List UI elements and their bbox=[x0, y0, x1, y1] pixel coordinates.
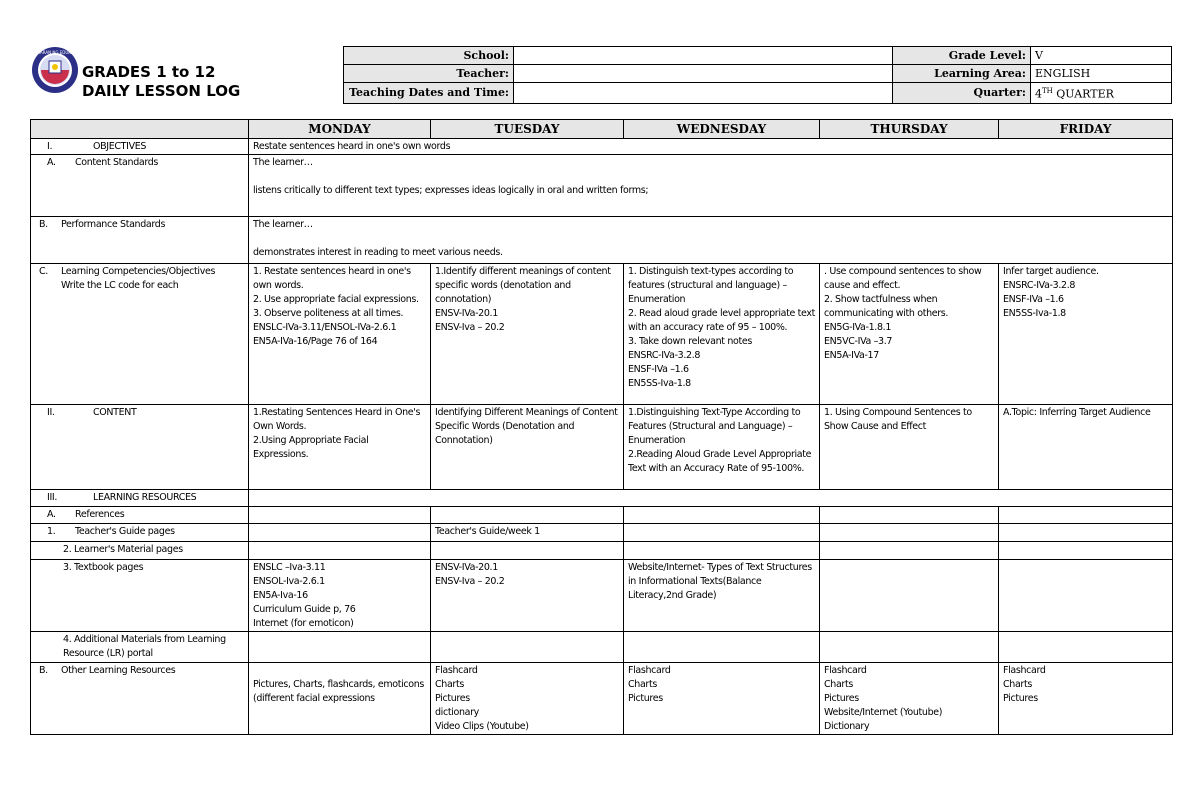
teacher-label: Teacher: bbox=[344, 65, 514, 83]
teachers-guide-label bbox=[31, 524, 249, 542]
quarter-word: QUARTER bbox=[1052, 87, 1114, 101]
teachers-guide-tuesday[interactable]: Teacher's Guide/week 1 bbox=[431, 524, 624, 542]
quarter-number: 4 bbox=[1035, 87, 1042, 101]
content-friday[interactable]: A.Topic: Inferring Target Audience bbox=[999, 405, 1173, 490]
references-wednesday[interactable] bbox=[624, 507, 820, 524]
table-row bbox=[31, 155, 1173, 217]
teachers-guide-wednesday[interactable] bbox=[624, 524, 820, 542]
table-row bbox=[31, 560, 1173, 632]
additional-materials-tuesday[interactable] bbox=[431, 632, 624, 663]
references-label bbox=[31, 507, 249, 524]
textbook-wednesday[interactable]: Website/Internet- Types of Text Structures in Informational Texts(Balance Literacy,2nd Grade) bbox=[624, 560, 820, 632]
other-resources-friday[interactable]: Flashcard Charts Pictures bbox=[999, 663, 1173, 735]
other-resources-label bbox=[31, 663, 249, 735]
other-resources-tuesday[interactable]: Flashcard Charts Pictures dictionary Video Clips (Youtube) bbox=[431, 663, 624, 735]
references-tuesday[interactable] bbox=[431, 507, 624, 524]
content-wednesday[interactable]: 1.Distinguishing Text-Type According to Features (Structural and Language) –Enumeration 2.Reading Aloud Grade Level Appropriate Text with an Accuracy Rate of 95-100%. bbox=[624, 405, 820, 490]
competencies-label bbox=[31, 264, 249, 405]
row-number: B. bbox=[39, 219, 48, 230]
content-thursday[interactable]: 1. Using Compound Sentences to Show Cause and Effect bbox=[820, 405, 999, 490]
other-resources-wednesday[interactable]: Flashcard Charts Pictures bbox=[624, 663, 820, 735]
table-row bbox=[31, 217, 1173, 264]
corner-cell bbox=[31, 120, 249, 139]
grade-level-label: Grade Level: bbox=[893, 47, 1031, 65]
table-row bbox=[31, 542, 1173, 560]
row-number: 1. bbox=[47, 526, 56, 537]
title-line-2: DAILY LESSON LOG bbox=[82, 82, 241, 100]
row-number: A. bbox=[47, 157, 56, 168]
learning-area-label: Learning Area: bbox=[893, 65, 1031, 83]
competencies-friday[interactable]: Infer target audience. ENSRC-IVa-3.2.8 ENSF-IVa –1.6 EN5SS-Iva-1.8 bbox=[999, 264, 1173, 405]
seal-text: KAGAWARAN NG EDUKASYON bbox=[25, 50, 85, 55]
row-label: 4. Additional Materials from Learning Resource (LR) portal bbox=[63, 634, 226, 659]
textbook-label bbox=[31, 560, 249, 632]
objectives-value[interactable]: Restate sentences heard in one's own words bbox=[249, 139, 1173, 155]
learners-material-tuesday[interactable] bbox=[431, 542, 624, 560]
learners-material-friday[interactable] bbox=[999, 542, 1173, 560]
competencies-wednesday[interactable]: 1. Distinguish text-types according to features (structural and language) – Enumeration 2. Read aloud grade level appropriate text with an accuracy rate of 95 – 100%. 3. Take down relevant notes ENSRC-IVa-3.2.8 ENSF-IVa –1.6 EN5SS-Iva-1.8 bbox=[624, 264, 820, 405]
other-resources-thursday[interactable]: Flashcard Charts Pictures Website/Internet (Youtube) Dictionary bbox=[820, 663, 999, 735]
additional-materials-wednesday[interactable] bbox=[624, 632, 820, 663]
row-label: 3. Textbook pages bbox=[63, 562, 144, 573]
additional-materials-label bbox=[31, 632, 249, 663]
row-label: Other Learning Resources bbox=[61, 665, 176, 676]
day-header-monday: MONDAY bbox=[249, 120, 431, 139]
day-header-row bbox=[31, 120, 1173, 139]
day-header-tuesday: TUESDAY bbox=[431, 120, 624, 139]
row-label: References bbox=[75, 509, 125, 520]
content-monday[interactable]: 1.Restating Sentences Heard in One's Own Words. 2.Using Appropriate Facial Expressions. bbox=[249, 405, 431, 490]
content-label bbox=[31, 405, 249, 490]
day-header-friday: FRIDAY bbox=[999, 120, 1173, 139]
row-number: C. bbox=[39, 266, 48, 277]
performance-standards-label bbox=[31, 217, 249, 264]
table-row bbox=[31, 632, 1173, 663]
row-label: LEARNING RESOURCES bbox=[93, 492, 197, 503]
performance-standards-value[interactable]: The learner… demonstrates interest in reading to meet various needs. bbox=[249, 217, 1173, 264]
other-resources-monday[interactable]: Pictures, Charts, flashcards, emoticons (different facial expressions bbox=[249, 663, 431, 735]
additional-materials-thursday[interactable] bbox=[820, 632, 999, 663]
table-row bbox=[31, 663, 1173, 735]
row-number: III. bbox=[47, 492, 58, 503]
learners-material-thursday[interactable] bbox=[820, 542, 999, 560]
row-number: A. bbox=[47, 509, 56, 520]
document-title bbox=[82, 63, 240, 101]
teachers-guide-monday[interactable] bbox=[249, 524, 431, 542]
row-label: Learning Competencies/Objectives Write the LC code for each bbox=[61, 266, 216, 291]
textbook-friday[interactable] bbox=[999, 560, 1173, 632]
teaching-dates-field[interactable] bbox=[514, 83, 893, 104]
table-row bbox=[31, 490, 1173, 507]
row-number: II. bbox=[47, 407, 55, 418]
table-row bbox=[31, 264, 1173, 405]
teaching-dates-label: Teaching Dates and Time: bbox=[344, 83, 514, 104]
textbook-tuesday[interactable]: ENSV-IVa-20.1 ENSV-Iva – 20.2 bbox=[431, 560, 624, 632]
row-label: CONTENT bbox=[93, 407, 137, 418]
competencies-monday[interactable]: 1. Restate sentences heard in one's own words. 2. Use appropriate facial expressions. 3. Observe politeness at all times. ENSLC-IVa-3.11/ENSOL-IVa-2.6.1 EN5A-IVa-16/Page 76 of 164 bbox=[249, 264, 431, 405]
textbook-thursday[interactable] bbox=[820, 560, 999, 632]
references-monday[interactable] bbox=[249, 507, 431, 524]
quarter-suffix: TH bbox=[1042, 87, 1053, 95]
content-tuesday[interactable]: Identifying Different Meanings of Content Specific Words (Denotation and Connotation) bbox=[431, 405, 624, 490]
objectives-label bbox=[31, 139, 249, 155]
additional-materials-friday[interactable] bbox=[999, 632, 1173, 663]
teacher-field[interactable] bbox=[514, 65, 893, 83]
row-label: 2. Learner's Material pages bbox=[63, 544, 183, 555]
teachers-guide-thursday[interactable] bbox=[820, 524, 999, 542]
table-row bbox=[31, 139, 1173, 155]
learning-resources-label bbox=[31, 490, 249, 507]
title-line-1: GRADES 1 to 12 bbox=[82, 63, 216, 81]
quarter-label: Quarter: bbox=[893, 83, 1031, 104]
school-field[interactable] bbox=[514, 47, 893, 65]
table-row bbox=[31, 524, 1173, 542]
references-thursday[interactable] bbox=[820, 507, 999, 524]
competencies-tuesday[interactable]: 1.Identify different meanings of content specific words (denotation and connotation) ENSV-IVa-20.1 ENSV-Iva – 20.2 bbox=[431, 264, 624, 405]
content-standards-label bbox=[31, 155, 249, 217]
deped-seal-icon bbox=[25, 46, 85, 94]
day-header-wednesday: WEDNESDAY bbox=[624, 120, 820, 139]
content-standards-value[interactable]: The learner… listens critically to different text types; expresses ideas logically in oral and written forms; bbox=[249, 155, 1173, 217]
row-label: Content Standards bbox=[75, 157, 159, 168]
header-info-table bbox=[343, 46, 1172, 104]
grade-level-field[interactable]: V bbox=[1031, 47, 1172, 65]
lesson-log-table bbox=[30, 119, 1173, 735]
day-header-thursday: THURSDAY bbox=[820, 120, 999, 139]
learning-resources-value[interactable] bbox=[249, 490, 1173, 507]
competencies-thursday[interactable]: . Use compound sentences to show cause and effect. 2. Show tactfulness when communicating with others. EN5G-IVa-1.8.1 EN5VC-IVa –3.7 EN5A-IVa-17 bbox=[820, 264, 999, 405]
learners-material-wednesday[interactable] bbox=[624, 542, 820, 560]
row-number: I. bbox=[47, 141, 53, 152]
row-label: Performance Standards bbox=[61, 219, 166, 230]
row-number: B. bbox=[39, 665, 48, 676]
learners-material-monday[interactable] bbox=[249, 542, 431, 560]
row-label: Teacher's Guide pages bbox=[75, 526, 175, 537]
school-label: School: bbox=[344, 47, 514, 65]
additional-materials-monday[interactable] bbox=[249, 632, 431, 663]
teachers-guide-friday[interactable] bbox=[999, 524, 1173, 542]
table-row bbox=[31, 405, 1173, 490]
row-label: OBJECTIVES bbox=[93, 141, 147, 152]
textbook-monday[interactable]: ENSLC –Iva-3.11 ENSOL-Iva-2.6.1 EN5A-Iva-16 Curriculum Guide p, 76 Internet (for emoticon) bbox=[249, 560, 431, 632]
table-row bbox=[31, 507, 1173, 524]
learning-area-field[interactable]: ENGLISH bbox=[1031, 65, 1172, 83]
references-friday[interactable] bbox=[999, 507, 1173, 524]
quarter-field[interactable] bbox=[1031, 83, 1172, 104]
learners-material-label bbox=[31, 542, 249, 560]
